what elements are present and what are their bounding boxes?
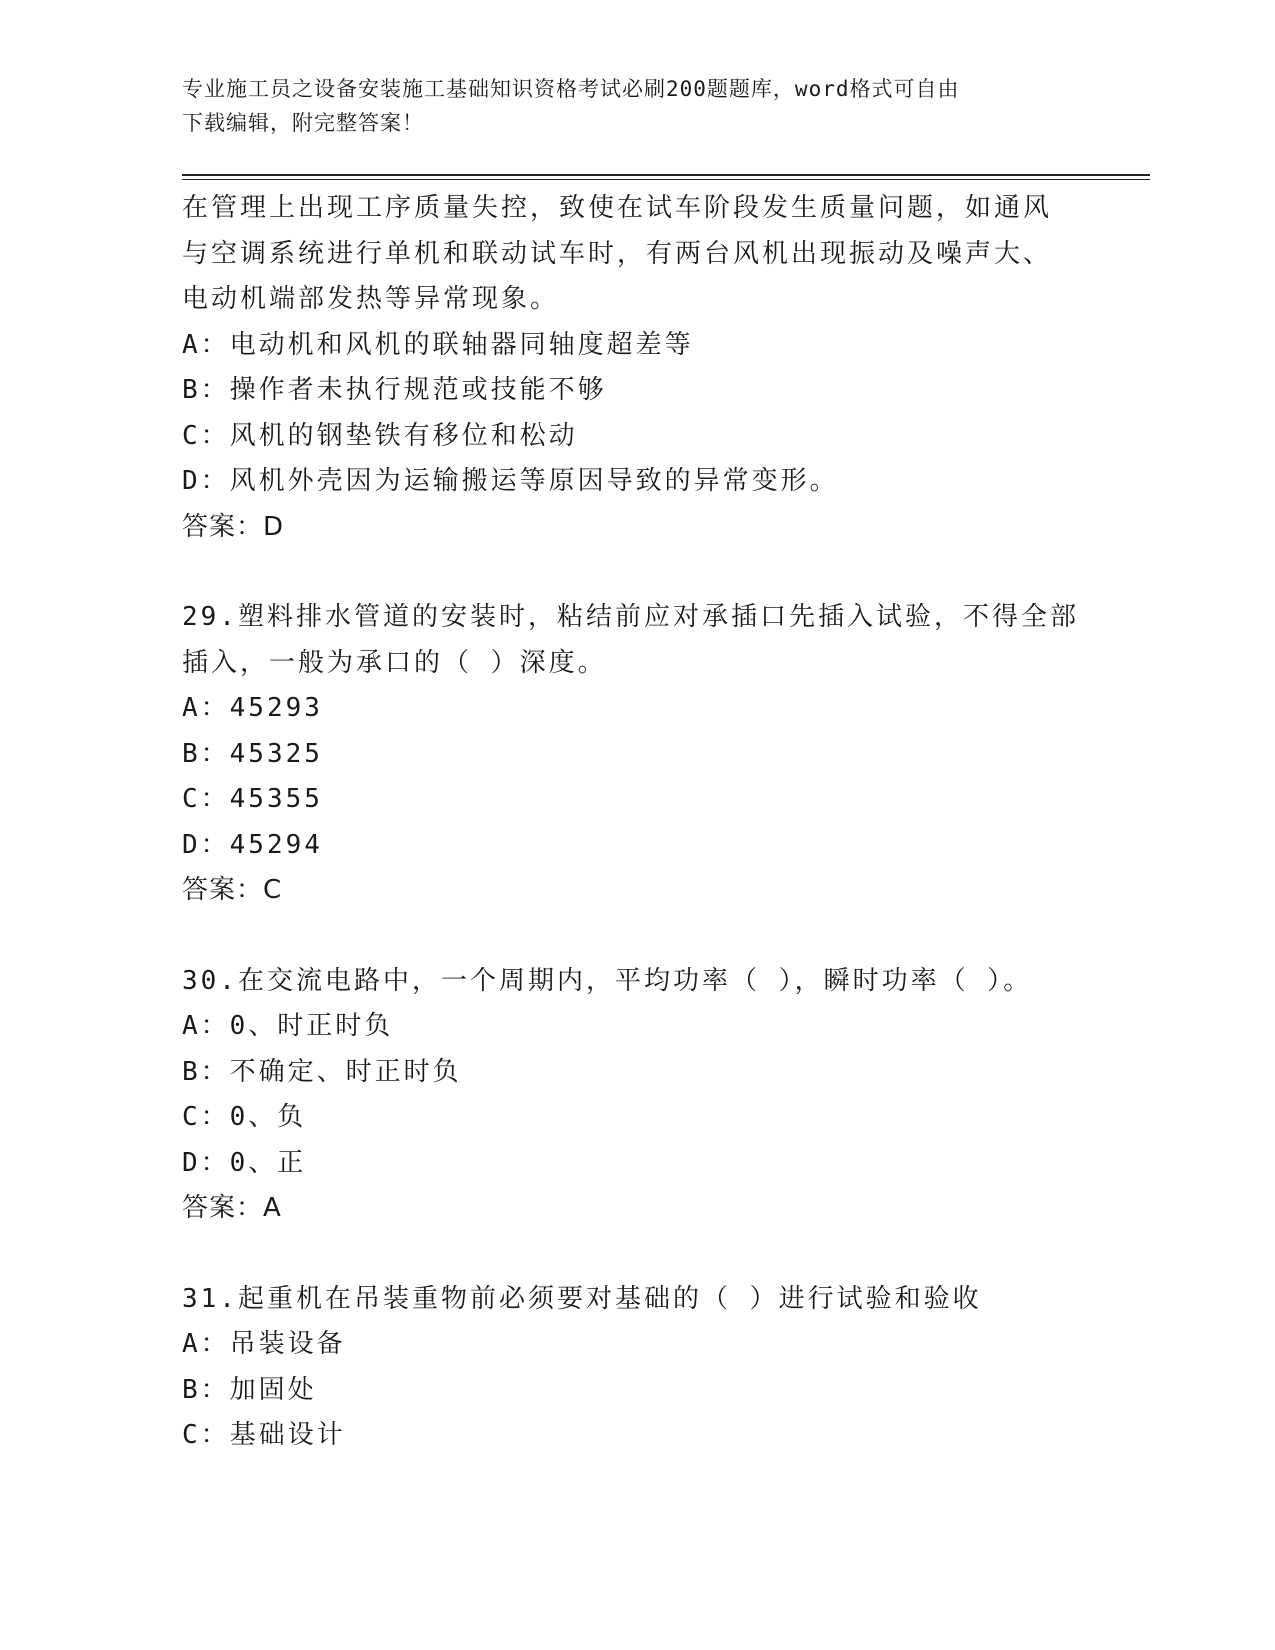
option-b: B：45325 xyxy=(182,738,323,769)
question-stem-line: 与空调系统进行单机和联动试车时，有两台风机出现振动及噪声大、 xyxy=(182,238,1053,269)
question-30 xyxy=(182,959,1082,1232)
option-b: B：操作者未执行规范或技能不够 xyxy=(182,375,607,405)
question-spacer xyxy=(182,914,1082,959)
header-title-line-1: 专业施工员之设备安装施工基础知识资格考试必刷200题题库，word格式可自由 xyxy=(182,77,960,101)
answer-label: 答案：D xyxy=(182,511,285,542)
option-a: A：0、时正时负 xyxy=(182,1011,394,1041)
option-d: D：风机外壳因为运输搬运等原因导致的异常变形。 xyxy=(182,466,839,496)
question-stem-line: 在管理上出现工序质量失控，致使在试车阶段发生质量问题，如通风 xyxy=(182,193,1053,223)
header-divider-thick xyxy=(182,174,1150,176)
document-body xyxy=(182,186,1082,1459)
question-31 xyxy=(182,1277,1082,1459)
option-d: D：45294 xyxy=(182,829,323,860)
question-stem-line: 插入，一般为承口的（ ）深度。 xyxy=(182,647,607,678)
question-29 xyxy=(182,595,1082,914)
option-a: A：电动机和风机的联轴器同轴度超差等 xyxy=(182,329,694,360)
question-stem-line: 29.塑料排水管道的安装时，粘结前应对承插口先插入试验，不得全部 xyxy=(182,602,1079,632)
answer-label: 答案：A xyxy=(182,1193,282,1223)
header-divider-thin xyxy=(182,179,1150,180)
question-stem-line: 30.在交流电路中，一个周期内，平均功率（ ），瞬时功率（ ）。 xyxy=(182,965,1033,996)
option-c: C：基础设计 xyxy=(182,1420,346,1450)
option-b: B：加固处 xyxy=(182,1374,317,1405)
option-d: D：0、正 xyxy=(182,1147,307,1178)
option-c: C：45355 xyxy=(182,784,323,814)
option-c: C：风机的钢垫铁有移位和松动 xyxy=(182,420,578,451)
option-c: C：0、负 xyxy=(182,1102,307,1132)
document-header xyxy=(182,72,1062,140)
header-title-line-2: 下载编辑，附完整答案！ xyxy=(182,111,424,135)
question-28 xyxy=(182,186,1082,550)
question-stem-line: 电动机端部发热等异常现象。 xyxy=(182,284,560,314)
question-spacer xyxy=(182,550,1082,595)
option-a: A：吊装设备 xyxy=(182,1329,346,1359)
option-b: B：不确定、时正时负 xyxy=(182,1056,462,1087)
question-spacer xyxy=(182,1232,1082,1277)
answer-label: 答案：C xyxy=(182,875,283,905)
question-stem-line: 31.起重机在吊装重物前必须要对基础的（ ）进行试验和验收 xyxy=(182,1283,982,1314)
option-a: A：45293 xyxy=(182,693,323,723)
